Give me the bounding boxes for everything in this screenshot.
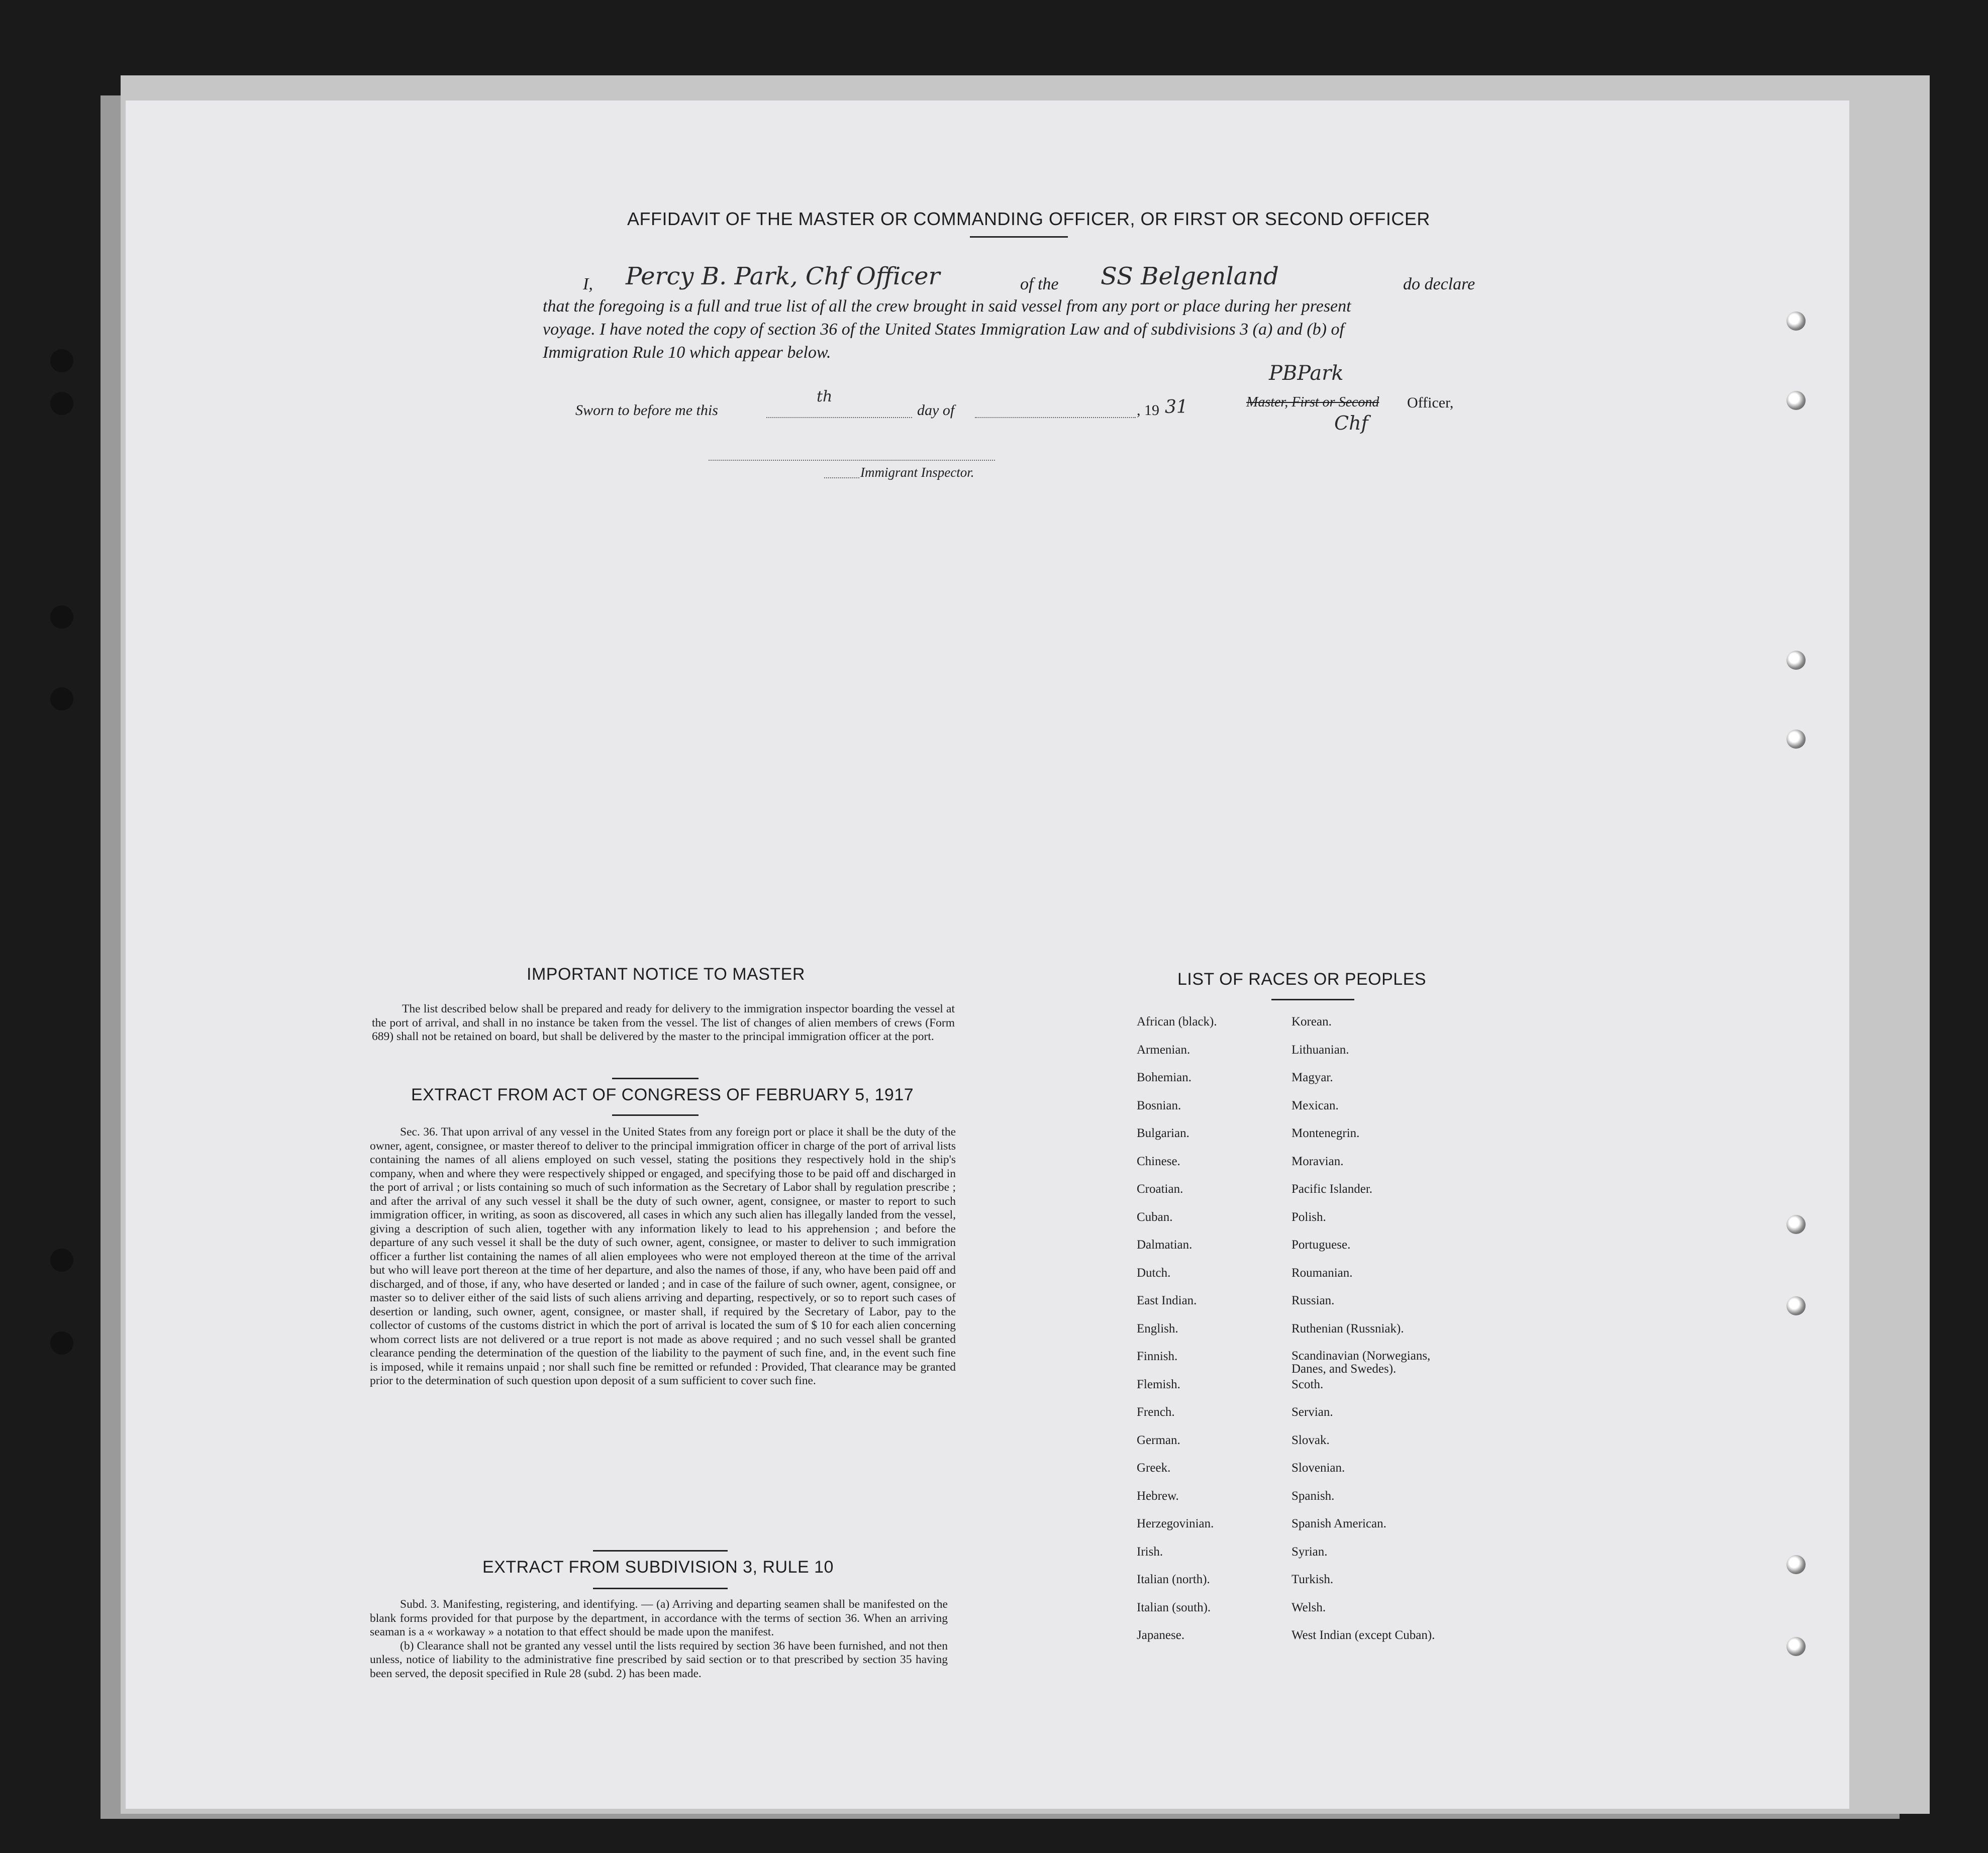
race-item: Roumanian. (1291, 1266, 1353, 1280)
act-paragraph: Sec. 36. That upon arrival of any vessel in the United States from any foreign port or place it shall be the duty of the owner, agent, consignee, or master thereof to deliver to the principal immigration officer in charge of the port of arrival lists containing the names of all aliens employed on such vessel, stating the positions they respectively hold in the ship's company, when and where they were respectively shipped or engaged, and specifying those to be paid off and discharged in the port of arrival ; or lists containing so much of such information as the Secretary of Labor shall by regulation prescribe ; and after the arrival of any such vessel it shall be the duty of such owner, agent, consignee, or master to report to such immigration officer, in writing, as soon as discovered, all cases in which any such alien has illegally landed from the vessel, giving a description of such alien, together with any information likely to lead to his apprehension ; and before the departure of any such vessel it shall be the duty of such owner, agent, consignee, or master to deliver to such immigration officer a further list containing the names of all alien employees who were not employed thereon at the time of the arrival but who will leave port thereon at the time of her departure, and also the names of those, if any, who have been paid off and discharged, and of those, if any, who have deserted or landed ; and in case of the failure of such owner, agent, consignee, or master so to deliver either of the said lists of such aliens arriving and departing, respectively, or so to report such cases of desertion or landing, such owner, agent, consignee, or master shall, if required by the Secretary of Labor, pay to the collector of customs of the customs district in which the port of arrival is located the sum of $ 10 for each alien concerning whom correct lists are not delivered or a true report is not made as above required ; and no such vessel shall be granted clearance pending the determination of the question of the liability to the payment of such fine, and, in the event such fine is imposed, while it remains unpaid ; nor shall such fine be remitted or refunded : Provided, That clearance may be granted prior to the determination of such question upon deposit of a sum sufficient to cover such fine. (370, 1125, 956, 1387)
race-item: English. (1137, 1321, 1178, 1335)
race-item: Portuguese. (1291, 1238, 1351, 1252)
rule-text (370, 1598, 948, 1681)
race-item: Japanese. (1137, 1628, 1185, 1642)
race-item: Russian. (1291, 1294, 1335, 1307)
race-item: Finnish. (1137, 1350, 1178, 1363)
inspector-leader (824, 477, 859, 478)
race-item: Spanish. (1291, 1489, 1335, 1503)
race-item: East Indian. (1137, 1294, 1197, 1307)
title-rule (970, 236, 1068, 238)
race-item: Lithuanian. (1291, 1043, 1349, 1057)
sworn-day-blank (766, 417, 912, 418)
race-item: Cuban. (1137, 1210, 1173, 1224)
binder-hole (50, 687, 73, 710)
rivet-hole (1786, 651, 1806, 670)
race-item: Herzegovinian. (1137, 1517, 1214, 1530)
race-item: French. (1137, 1405, 1175, 1419)
rule-divider (593, 1550, 728, 1552)
race-item: Dutch. (1137, 1266, 1171, 1280)
race-item: Scandinavian (Norwegians, Danes, and Swedes). (1291, 1349, 1431, 1376)
race-item: Turkish. (1291, 1573, 1334, 1586)
race-item: Welsh. (1291, 1600, 1326, 1614)
notice-text (372, 1002, 955, 1044)
rule-title: EXTRACT FROM SUBDIVISION 3, RULE 10 (482, 1558, 834, 1577)
race-item: Irish. (1137, 1545, 1163, 1559)
rivet-hole (1786, 1637, 1806, 1656)
day-of-text: day of (917, 402, 955, 419)
affidavit-title: AFFIDAVIT OF THE MASTER OR COMMANDING OFFICER, OR FIRST OR SECOND OFFICER (627, 209, 1430, 229)
rule-paragraph-a: Subd. 3. Manifesting, registering, and identifying. — (a) Arriving and departing seamen shall be manifested on the blank forms provided for that purpose by the department, in accordance with the terms of section 36. When an arriving seaman is a « workaway » a notation to that effect should be made upon the manifest. (370, 1598, 948, 1638)
race-item: Chinese. (1137, 1154, 1180, 1168)
binder-hole (50, 1331, 73, 1355)
race-item: Italian (north). (1137, 1573, 1210, 1586)
rivet-hole (1786, 730, 1806, 749)
sworn-text: Sworn to before me this (575, 402, 718, 419)
do-declare-text: do declare (1403, 275, 1475, 293)
race-item: Hebrew. (1137, 1489, 1179, 1503)
rule-divider (612, 1078, 699, 1079)
binder-hole (50, 349, 73, 372)
affidavit-declaration (543, 262, 1482, 364)
rivet-hole (1786, 1215, 1806, 1234)
notice-title: IMPORTANT NOTICE TO MASTER (527, 965, 805, 984)
inspector-label: Immigrant Inspector. (860, 465, 974, 480)
month-blank (975, 417, 1136, 418)
declaration-line-3: voyage. I have noted the copy of section 36 of the United States Immigration Law and of subdivisions 3 (a) and (b) of (543, 320, 1344, 339)
inspector-signature-line (709, 460, 995, 461)
rivet-hole (1786, 1296, 1806, 1315)
race-item: Montenegrin. (1291, 1126, 1360, 1140)
race-item: Slovak. (1291, 1433, 1330, 1447)
race-item: Bohemian. (1137, 1071, 1192, 1084)
binder-hole (50, 1249, 73, 1272)
notice-paragraph: The list described below shall be prepared and ready for delivery to the immigration inspector boarding the vessel at the port of arrival, and shall in no instance be taken from the vessel. The list of changes of alien members of crews (Form 689) shall not be retained on board, but shall be delivered by the master to the principal immigration officer at the port. (372, 1002, 955, 1043)
race-item: Syrian. (1291, 1545, 1328, 1559)
race-item: Korean. (1291, 1015, 1332, 1028)
declaration-line-2: that the foregoing is a full and true list of all the crew brought in said vessel from any port or place during her present (543, 297, 1351, 316)
officer-title-struck: Master, First or Second (1246, 394, 1379, 410)
intro-text: I, (583, 275, 593, 293)
race-item: Polish. (1291, 1210, 1326, 1224)
race-item: Mexican. (1291, 1098, 1339, 1112)
race-item: Croatian. (1137, 1182, 1183, 1196)
officer-signature: PBPark (1269, 362, 1344, 385)
rule-divider (1271, 999, 1354, 1000)
year-handwritten: 31 (1165, 397, 1188, 418)
race-item: Pacific Islander. (1291, 1182, 1373, 1196)
of-the-text: of the (1020, 275, 1059, 293)
act-title: EXTRACT FROM ACT OF CONGRESS OF FEBRUARY 5, 1917 (411, 1085, 914, 1104)
race-item: Slovenian. (1291, 1461, 1345, 1475)
race-item: German. (1137, 1433, 1180, 1447)
officer-name-handwritten: Percy B. Park, Chf Officer (626, 262, 940, 290)
race-item: Bosnian. (1137, 1098, 1181, 1112)
race-item: Ruthenian (Russniak). (1291, 1321, 1404, 1335)
race-item: Moravian. (1291, 1154, 1344, 1168)
race-item: Spanish American. (1291, 1517, 1386, 1530)
rule-paragraph-b: (b) Clearance shall not be granted any vessel until the lists required by section 36 have been furnished, and not then unless, notice of liability to the administrative fine prescribed by said section or to that prescribed by section 35 having been served, the deposit specified in Rule 28 (subd. 2) has been made. (370, 1639, 948, 1680)
officer-word: Officer, (1407, 394, 1454, 411)
race-item: Italian (south). (1137, 1600, 1211, 1614)
race-item: Greek. (1137, 1461, 1171, 1475)
race-item: Servian. (1291, 1405, 1333, 1419)
race-item: Scoth. (1291, 1377, 1324, 1391)
binder-hole (50, 392, 73, 415)
race-item: Flemish. (1137, 1377, 1180, 1391)
act-text (370, 1125, 956, 1388)
rivet-hole (1786, 312, 1806, 331)
officer-rank-handwritten: Chf (1334, 412, 1368, 434)
rule-divider (612, 1114, 699, 1116)
race-item: African (black). (1137, 1015, 1217, 1028)
year-prefix: , 19 (1137, 402, 1159, 419)
races-title: LIST OF RACES OR PEOPLES (1177, 970, 1427, 989)
sworn-day-handwritten: th (817, 388, 833, 405)
race-item: Bulgarian. (1137, 1126, 1189, 1140)
declaration-line-4: Immigration Rule 10 which appear below. (543, 343, 831, 362)
vessel-name-handwritten: SS Belgenland (1101, 262, 1279, 290)
race-item: Dalmatian. (1137, 1238, 1192, 1252)
race-item: Magyar. (1291, 1071, 1333, 1084)
rivet-hole (1786, 1555, 1806, 1574)
race-item: West Indian (except Cuban). (1291, 1628, 1435, 1642)
rivet-hole (1786, 391, 1806, 410)
rule-divider (593, 1588, 728, 1589)
binder-hole (50, 605, 73, 629)
races-column-1 (1137, 1015, 1217, 1657)
race-item: Armenian. (1137, 1043, 1190, 1057)
races-column-2 (1291, 1015, 1457, 1657)
